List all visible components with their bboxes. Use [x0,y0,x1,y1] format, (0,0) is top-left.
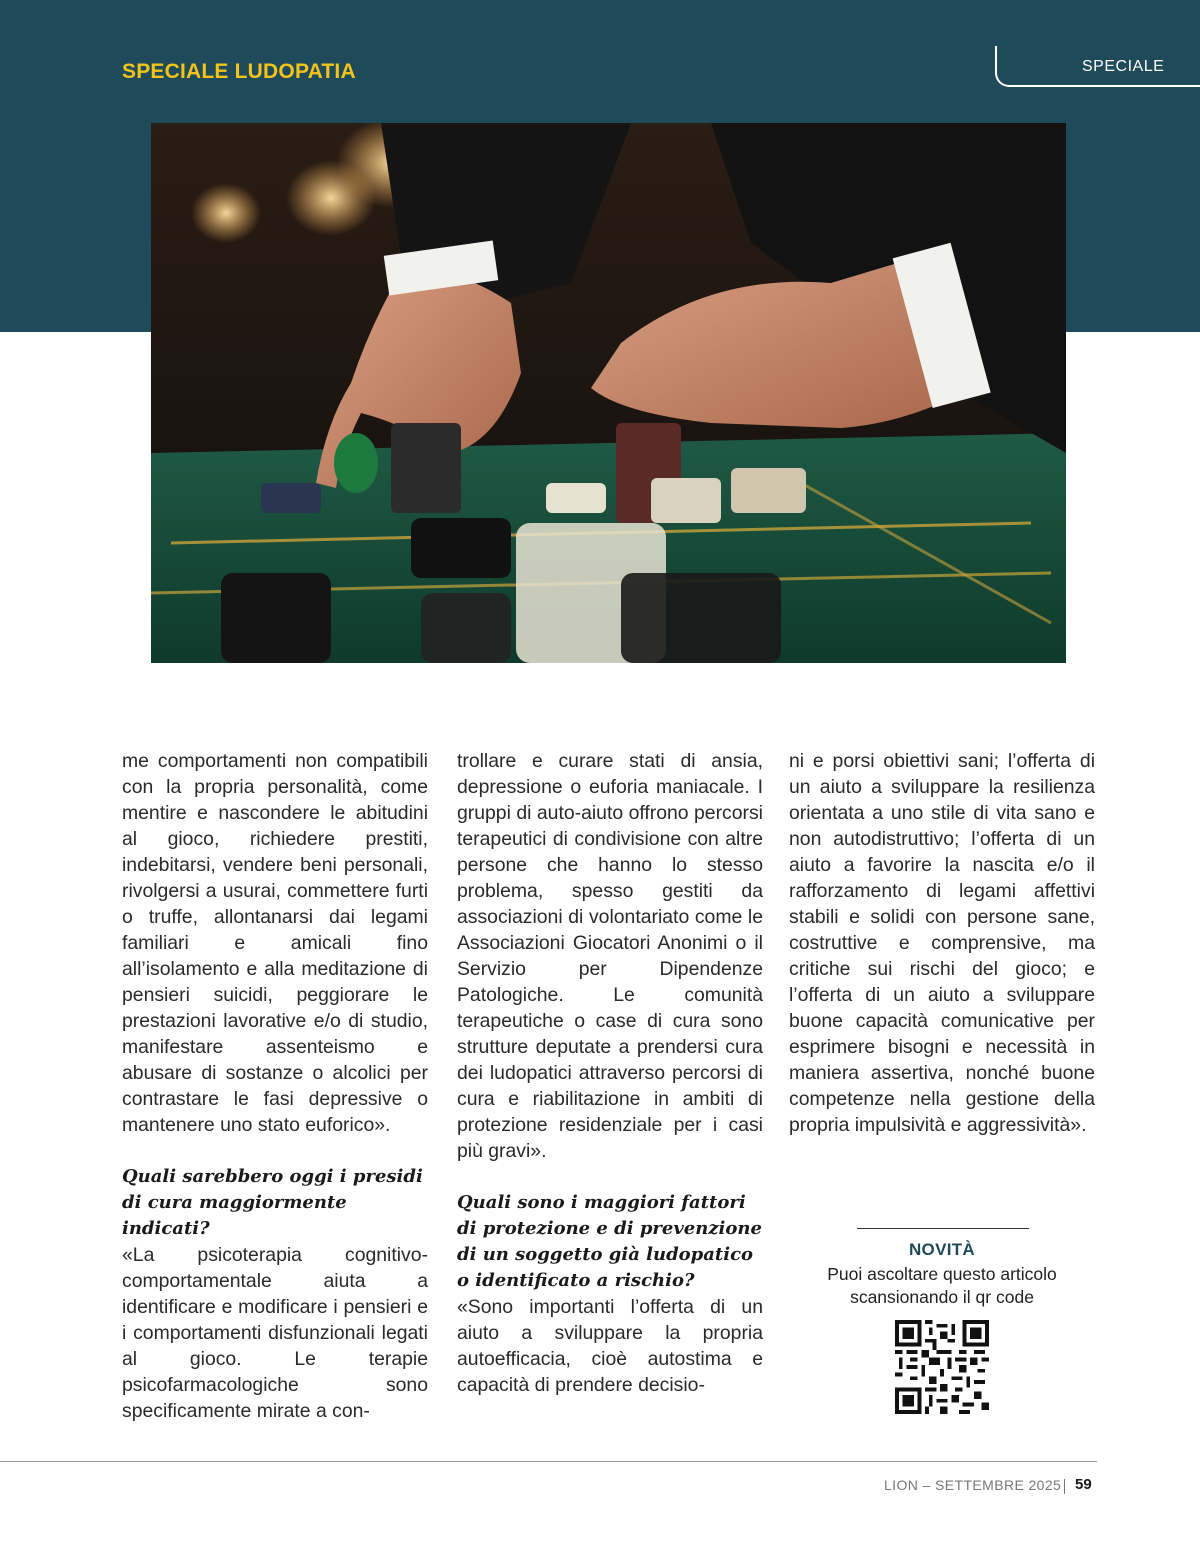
paragraph: trollare e curare stati di ansia, depressione o euforia maniacale. I gruppi di auto-aiuto offrono percorsi terapeutici di condivisione con altre persone che hanno lo stesso problema, spesso gestiti da associazioni di volontariato come le Associazioni Giocatori Anonimi o il Servizio per Dipendenze Patologiche. Le comunità terapeutiche o case di cura sono strutture deputate a prendersi cura dei ludopatici attraverso percorsi di cura e riabilitazione in ambiti di protezione residenziale per i casi più gravi». [457,750,763,1162]
text-column-1 [122,748,428,1424]
text-column-2 [457,748,763,1398]
paragraph: me comportamenti non compatibili con la propria personalità, come mentire e nascondere le abitudini al gioco, richiedere prestiti, indebitarsi, vendere beni personali, rivolgersi a usurai, commettere furti o truffe, allontanarsi dai legami familiari e amicali fino all’isolamento e alla meditazione di pensieri suicidi, peggiorare le prestazioni lavorative e/o di studio, manifestare assenteismo e abusare di sostanze o alcolici per contrastare le fasi depressive o mantenere uno stato euforico». [122,750,428,1136]
footer-magazine: LION – SETTEMBRE 2025 [884,1477,1062,1493]
novita-text [789,1263,1095,1309]
page-number: 59 [1075,1476,1092,1493]
novita-divider [857,1228,1029,1229]
paragraph: «La psicoterapia cognitivo-comportamentale aiuta a identificare e modificare i pensieri e i comportamenti disfunzionali legati al gioco. Le terapie psicofarmacologiche sono specificamente mirate a con- [122,1244,428,1422]
qr-code-icon[interactable] [895,1320,989,1414]
section-tab-label: SPECIALE [1082,58,1165,75]
casino-chips-photo [151,123,1066,663]
footer-separator [1064,1479,1065,1494]
text-column-3 [789,748,1095,1138]
section-kicker: SPECIALE LUDOPATIA [122,60,356,83]
novita-line-1: Puoi ascoltare questo articolo [827,1264,1057,1284]
paragraph: «Sono importanti l’offerta di un aiuto a sviluppare la propria autoefficacia, cioè autostima e capacità di prendere decisio- [457,1296,763,1396]
novita-line-2: scansionando il qr code [850,1287,1034,1307]
footer-divider [0,1461,1097,1462]
paragraph: ni e porsi obiettivi sani; l’offerta di un aiuto a sviluppare la resilienza orientata a uno stile di vita sano e non autodistruttivo; l’offerta di un aiuto a favorire la nascita e/o il rafforzamento di legami affettivi stabili e solidi con persone sane, costruttive e comprensive, ma critiche sui rischi del gioco; e l’offerta di un aiuto a sviluppare buone capacità comunicative per esprimere bisogni e necessità in maniera assertiva, nonché buone competenze nella gestione della propria impulsività e aggressività». [789,750,1095,1136]
question-heading: Quali sono i maggiori fattori di protezione e di prevenzione di un soggetto già ludopatico o identificato a rischio? [457,1192,762,1291]
novita-title: NOVITÀ [908,1240,976,1259]
question-heading: Quali sarebbero oggi i presidi di cura maggiormente indicati? [122,1166,423,1239]
